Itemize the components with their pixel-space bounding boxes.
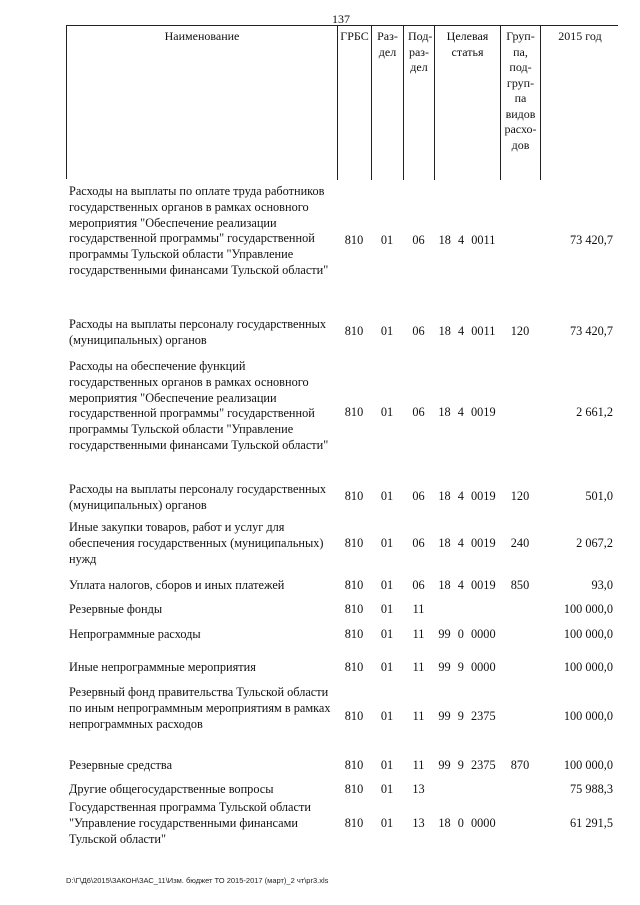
row-podrazdel: 06: [412, 405, 425, 419]
row-grbs: 810: [344, 758, 364, 772]
row-amount: 73 420,7: [569, 233, 613, 247]
row-grbs: 810: [344, 324, 364, 338]
row-grbs: 810: [344, 536, 364, 550]
row-grbs: 810: [344, 233, 364, 247]
row-podrazdel: 06: [412, 578, 425, 592]
row-gruppa: 120: [510, 324, 530, 338]
row-name: Другие общегосударственные вопросы: [69, 782, 274, 796]
row-razdel: 01: [380, 782, 394, 796]
row-podrazdel: 06: [412, 536, 425, 550]
row-razdel: 01: [380, 405, 394, 419]
row-name: Резервный фонд правительства Тульской области по иным непрограммным мероприятиям в рамках непрограммных расходов: [69, 685, 331, 731]
row-grbs: 810: [344, 816, 364, 830]
row-amount: 61 291,5: [569, 816, 613, 830]
row-name: Расходы на выплаты персоналу государственных (муниципальных) органов: [69, 317, 327, 347]
row-razdel: 01: [380, 758, 394, 772]
row-podrazdel: 06: [412, 324, 425, 338]
header-podrazdel: Под- раз- дел: [404, 26, 435, 180]
row-razdel: 01: [380, 489, 394, 503]
row-celevaya: 18 4 0011: [438, 324, 496, 338]
row-amount: 73 420,7: [569, 324, 613, 338]
row-razdel: 01: [380, 816, 394, 830]
row-celevaya: 18 4 0019: [438, 536, 496, 550]
file-path-footer: D:\Г\Д6\2015\ЗАКОН\ЗАС_11\Изм. бюджет ТО 2015-2017 (март)_2 чт\pr3.xls: [66, 876, 329, 885]
row-razdel: 01: [380, 578, 394, 592]
row-name: Иные закупки товаров, работ и услуг для обеспечения государственных (муниципальных) нужд: [69, 520, 324, 566]
row-amount: 100 000,0: [563, 709, 613, 723]
row-razdel: 01: [380, 709, 394, 723]
table-header: [66, 25, 618, 179]
row-name: Резервные фонды: [69, 602, 163, 616]
row-podrazdel: 06: [412, 489, 425, 503]
row-name: Уплата налогов, сборов и иных платежей: [69, 578, 285, 592]
row-name: Расходы на выплаты персоналу государственных (муниципальных) органов: [69, 482, 327, 512]
row-celevaya: 18 4 0011: [438, 233, 496, 247]
row-name: Расходы на обеспечение функций государственных органов в рамках основного мероприятия "Обеспечение реализации государственной программы" государственной программы Тульской области "Управление государственными финансами Тульской области": [69, 359, 329, 452]
row-podrazdel: 11: [412, 660, 425, 674]
header-name: Наименование: [67, 26, 338, 180]
row-podrazdel: 11: [412, 758, 425, 772]
row-podrazdel: 06: [412, 233, 425, 247]
row-amount: 75 988,3: [569, 782, 613, 796]
header-grbs: ГРБС: [338, 26, 372, 180]
row-podrazdel: 11: [412, 602, 425, 616]
row-gruppa: 240: [510, 536, 530, 550]
row-celevaya: 18 4 0019: [438, 578, 496, 592]
row-amount: 100 000,0: [563, 758, 613, 772]
row-gruppa: 850: [510, 578, 530, 592]
header-gruppa: Груп- па, под- груп- па видов расхо- дов: [501, 26, 541, 180]
page-number: 137: [332, 12, 350, 26]
row-celevaya: 18 0 0000: [438, 816, 496, 830]
header-2015: 2015 год: [558, 29, 602, 43]
row-grbs: 810: [344, 660, 364, 674]
row-podrazdel: 11: [412, 627, 425, 641]
row-amount: 2 661,2: [576, 405, 613, 419]
row-razdel: 01: [380, 536, 394, 550]
row-razdel: 01: [380, 660, 394, 674]
row-celevaya: 99 9 2375: [438, 709, 496, 723]
row-celevaya: 18 4 0019: [438, 489, 496, 503]
row-podrazdel: 11: [412, 709, 425, 723]
row-razdel: 01: [380, 602, 394, 616]
row-name: Резервные средства: [69, 758, 173, 772]
row-grbs: 810: [344, 627, 364, 641]
header-celevaya: Целевая статья: [435, 26, 501, 180]
row-name: Непрограммные расходы: [69, 627, 201, 641]
row-gruppa: 120: [510, 489, 530, 503]
row-gruppa: 870: [510, 758, 530, 772]
row-grbs: 810: [344, 405, 364, 419]
row-amount: 93,0: [591, 578, 613, 592]
row-podrazdel: 13: [412, 816, 425, 830]
row-razdel: 01: [380, 233, 394, 247]
row-amount: 100 000,0: [563, 602, 613, 616]
row-razdel: 01: [380, 627, 394, 641]
row-podrazdel: 13: [412, 782, 425, 796]
row-celevaya: 99 9 2375: [438, 758, 496, 772]
header-razdel: Раз- дел: [372, 26, 404, 180]
row-celevaya: 18 4 0019: [438, 405, 496, 419]
row-grbs: 810: [344, 709, 364, 723]
row-amount: 100 000,0: [563, 660, 613, 674]
row-amount: 100 000,0: [563, 627, 613, 641]
row-grbs: 810: [344, 602, 364, 616]
row-grbs: 810: [344, 578, 364, 592]
row-razdel: 01: [380, 324, 394, 338]
row-celevaya: 99 0 0000: [438, 627, 496, 641]
row-name: Государственная программа Тульской области "Управление государственными финансами Тульской области": [69, 800, 311, 846]
row-celevaya: 99 9 0000: [438, 660, 496, 674]
row-grbs: 810: [344, 489, 364, 503]
row-amount: 2 067,2: [576, 536, 613, 550]
row-grbs: 810: [344, 782, 364, 796]
row-name: Иные непрограммные мероприятия: [69, 660, 256, 674]
row-name: Расходы на выплаты по оплате труда работников государственных органов в рамках основного мероприятия "Обеспечение реализации государственной программы" государственной программы Тульской области "Управление государственными финансами Тульской области": [69, 184, 329, 277]
row-amount: 501,0: [585, 489, 613, 503]
